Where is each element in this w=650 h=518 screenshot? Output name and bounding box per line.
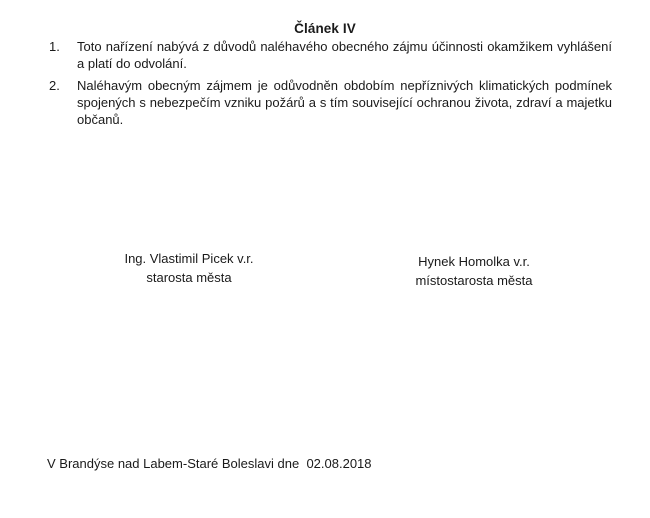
signature-block-mayor	[105, 249, 273, 287]
article-item-list	[46, 38, 612, 133]
place-and-date	[47, 456, 372, 471]
article-item-number: 1.	[49, 39, 60, 54]
signatory-name: Ing. Vlastimil Picek v.r.	[124, 251, 254, 266]
signature-block-deputy-mayor	[389, 252, 559, 290]
article-item	[46, 38, 612, 72]
date-text: 02.08.2018	[306, 456, 372, 471]
article-item-number: 2.	[49, 78, 60, 93]
article-item-text: Toto nařízení nabývá z důvodů naléhavého obecného zájmu účinnosti okamžikem vyhlášení a platí do odvolání.	[77, 39, 612, 71]
article-heading: Článek IV	[294, 21, 356, 36]
place-text: V Brandýse nad Labem-Staré Boleslavi dne	[47, 456, 300, 471]
article-item-text: Naléhavým obecným zájmem je odůvodněn obdobím nepříznivých klimatických podmínek spojených s nebezpečím vzniku požárů a s tím související ochranou života, zdraví a majetku občanů.	[77, 78, 612, 127]
signatory-role: místostarosta města	[415, 273, 533, 288]
signatory-role: starosta města	[146, 270, 232, 285]
signatory-name: Hynek Homolka v.r.	[418, 254, 530, 269]
article-item	[46, 77, 612, 128]
